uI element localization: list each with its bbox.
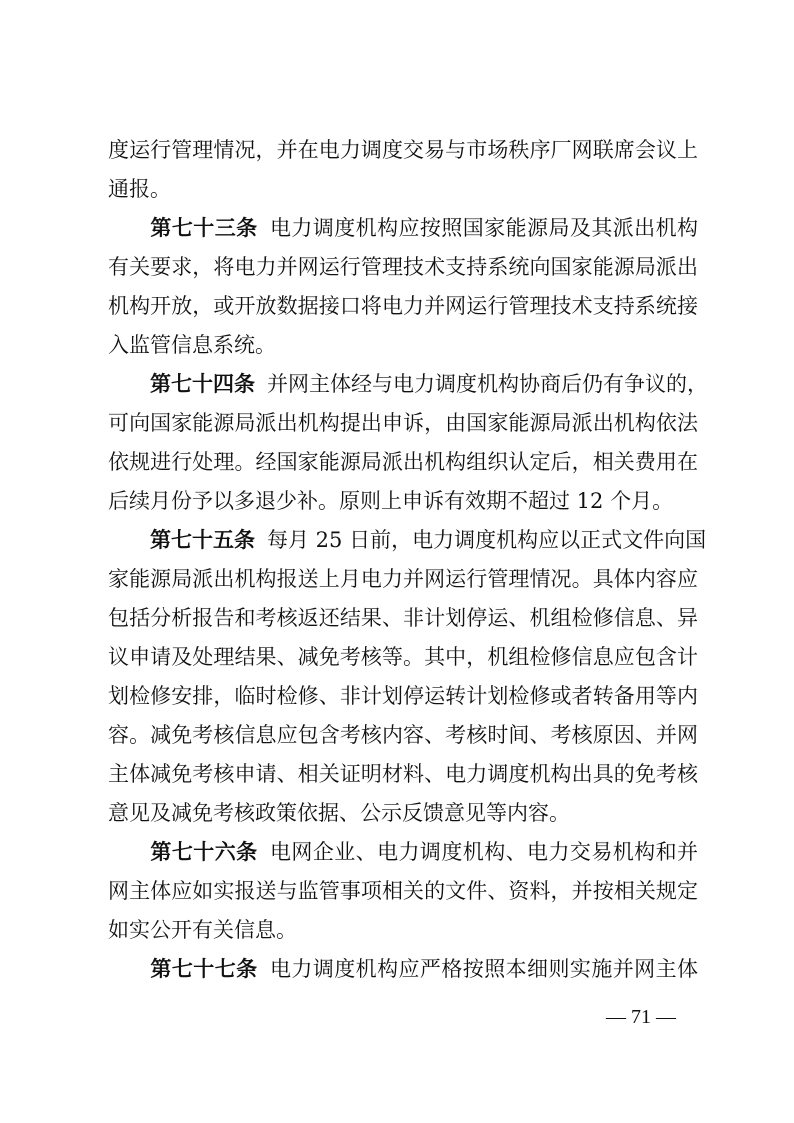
article-77-line-0 [108, 954, 698, 984]
article-76-heading: 第七十六条 [150, 840, 258, 864]
article-74-heading: 第七十四条 [150, 372, 255, 396]
article-73-line-2: 机构开放，或开放数据接口将电力并网运行管理技术支持系统接 [108, 294, 698, 318]
article-73-line-0 [108, 213, 698, 243]
article-76-line-2: 如实公开有关信息。 [108, 918, 297, 942]
article-75-heading: 第七十五条 [150, 528, 255, 552]
article-75-line-7: 意见及减免考核政策依据、公示反馈意见等内容。 [108, 801, 570, 825]
article-73-heading: 第七十三条 [150, 216, 258, 240]
article-74-text: 并网主体经与电力调度机构协商后仍有争议的， [267, 372, 708, 396]
article-76-line-1: 网主体应如实报送与监管事项相关的文件、资料，并按相关规定 [108, 879, 698, 903]
article-75-line-3: 议申请及处理结果、减免考核等。其中，机组检修信息应包含计 [108, 645, 698, 669]
article-75-line-2: 包括分析报告和考核返还结果、非计划停运、机组检修信息、异 [108, 606, 698, 630]
article-74-line-3: 后续月份予以多退少补。原则上申诉有效期不超过 12 个月。 [108, 489, 674, 513]
article-74-line-0 [108, 369, 708, 399]
article-77-text: 电力调度机构应严格按照本细则实施并网主体 [269, 957, 699, 981]
article-75-text: 每月 25 日前，电力调度机构应以正式文件向国 [267, 528, 707, 552]
article-76-line-0 [108, 837, 698, 867]
paragraph-0-line-1: 通报。 [108, 177, 171, 201]
article-75-line-5: 容。减免考核信息应包含考核内容、考核时间、考核原因、并网 [108, 723, 698, 747]
article-73-text: 电力调度机构应按照国家能源局及其派出机构 [269, 216, 699, 240]
article-76-text: 电网企业、电力调度机构、电力交易机构和并 [269, 840, 699, 864]
article-75-line-6: 主体减免考核申请、相关证明材料、电力调度机构出具的免考核 [108, 762, 698, 786]
article-73-line-3: 入监管信息系统。 [108, 333, 276, 357]
article-75-line-4: 划检修安排，临时检修、非计划停运转计划检修或者转备用等内 [108, 684, 698, 708]
article-73-line-1: 有关要求，将电力并网运行管理技术支持系统向国家能源局派出 [108, 255, 698, 279]
paragraph-0-line-0: 度运行管理情况，并在电力调度交易与市场秩序厂网联席会议上 [108, 138, 698, 162]
article-74-line-2: 依规进行处理。经国家能源局派出机构组织认定后，相关费用在 [108, 450, 698, 474]
article-77-heading: 第七十七条 [150, 957, 258, 981]
article-75-line-1: 家能源局派出机构报送上月电力并网运行管理情况。具体内容应 [108, 567, 698, 591]
article-75-line-0 [108, 525, 707, 555]
article-74-line-1: 可向国家能源局派出机构提出申诉，由国家能源局派出机构依法 [108, 411, 698, 435]
page-number: — 71 — [606, 1006, 676, 1028]
